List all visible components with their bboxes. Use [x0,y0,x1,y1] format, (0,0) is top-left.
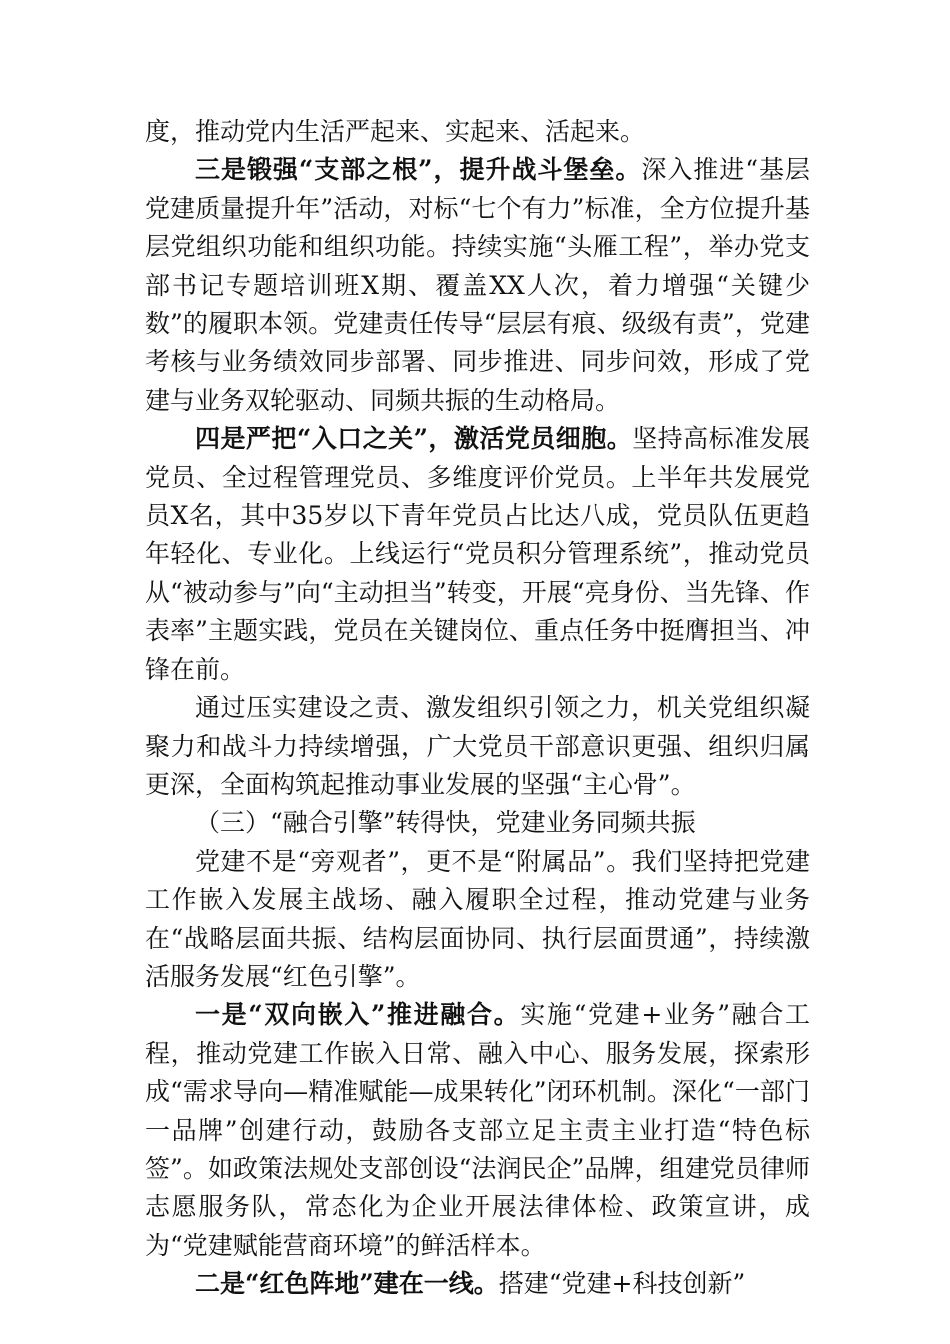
paragraph-text: 度，推动党内生活严起来、实起来、活起来。 [145,117,646,146]
paragraph-section-intro [145,843,810,997]
paragraph-lead-bold: 二是“红色阵地”建在一线。 [195,1269,499,1299]
paragraph-continuation [145,113,810,151]
paragraph-text: 搭建“党建+科技创新” [498,1269,746,1299]
paragraph-summary [145,689,810,804]
paragraph-three-support-root [145,151,810,420]
heading-text: （三）“融合引擎”转得快，党建业务同频共振 [195,808,696,838]
paragraph-lead-bold: 四是严把“入口之关”，激活党员细胞。 [195,424,633,454]
paragraph-lead-bold: 三是锻强“支部之根”，提升战斗堡垒。 [195,155,642,185]
paragraph-text: 党建不是“旁观者”，更不是“附属品”。我们坚持把党建工作嵌入发展主战场、融入履职全过程，推动党建与业务在“战略层面共振、结构层面协同、执行层面贯通”，持续激活服务发展“红色引擎”。 [145,846,810,991]
paragraph-text: 通过压实建设之责、激发组织引领之力，机关党组织凝聚力和战斗力持续增强，广大党员干部意识更强、组织归属更深，全面构筑起推动事业发展的坚强“主心骨”。 [145,693,810,799]
paragraph-four-entry-gate [145,420,810,689]
section-heading-three [145,804,810,842]
paragraph-text: 坚持高标准发展党员、全过程管理党员、多维度评价党员。上半年共发展党员X名，其中35岁以下青年党员占比达八成，党员队伍更趋年轻化、专业化。上线运行“党员积分管理系统”，推动党员从“被动参与”向“主动担当”转变，开展“亮身份、当先锋、作表率”主题实践，党员在关键岗位、重点任务中挺膺担当、冲锋在前。 [145,424,810,684]
paragraph-lead-bold: 一是“双向嵌入”推进融合。 [195,1000,521,1030]
paragraph-one-two-way-embed [145,996,810,1265]
paragraph-two-red-front [145,1265,810,1303]
paragraph-text: 深入推进“基层党建质量提升年”活动，对标“七个有力”标准，全方位提升基层党组织功能和组织功能。持续实施“头雁工程”，举办党支部书记专题培训班X期、覆盖XX人次，着力增强“关键少数”的履职本领。党建责任传导“层层有痕、级级有责”，党建考核与业务绩效同步部署、同步推进、同步问效，形成了党建与业务双轮驱动、同频共振的生动格局。 [145,155,810,415]
document-body [145,113,810,1304]
paragraph-text: 实施“党建+业务”融合工程，推动党建工作嵌入日常、融入中心、服务发展，探索形成“需求导向—精准赋能—成果转化”闭环机制。深化“一部门一品牌”创建行动，鼓励各支部立足主责主业打造“特色标签”。如政策法规处支部创设“法润民企”品牌，组建党员律师志愿服务队，常态化为企业开展法律体检、政策宣讲，成为“党建赋能营商环境”的鲜活样本。 [145,1000,810,1260]
